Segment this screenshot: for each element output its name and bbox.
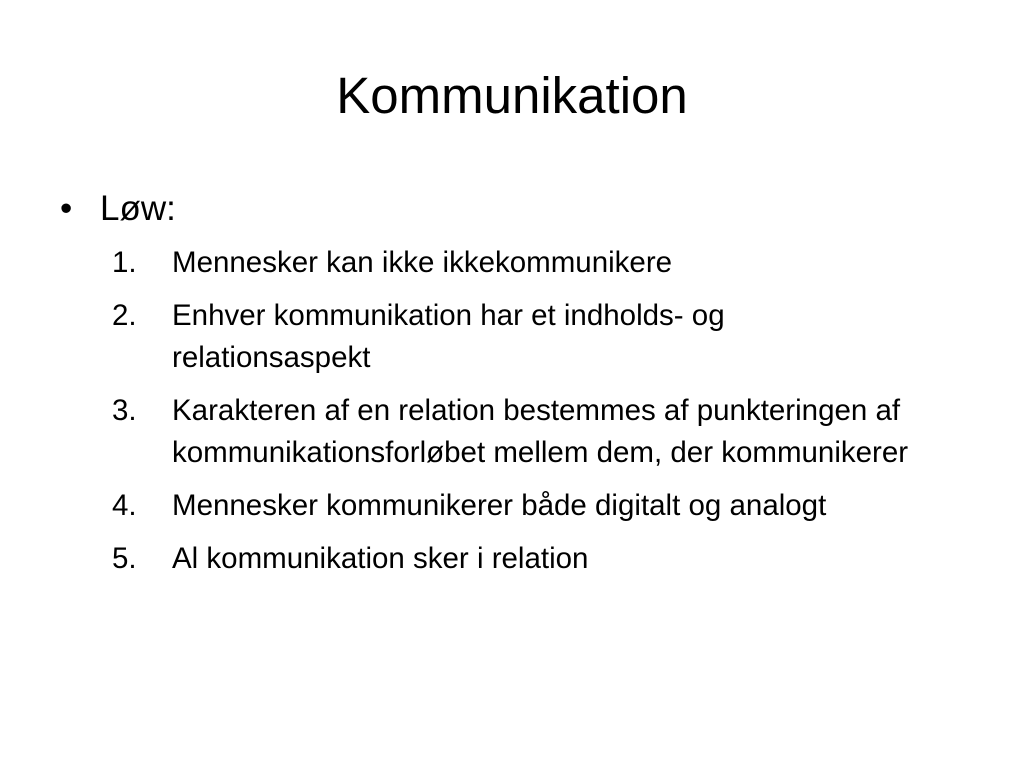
list-item-number: 2. <box>112 299 137 332</box>
bullet-marker: • <box>60 189 73 228</box>
slide-title: Kommunikation <box>336 67 688 124</box>
list-item-number: 4. <box>112 489 137 522</box>
list-item-number: 1. <box>112 246 137 279</box>
numbered-list <box>112 242 912 591</box>
list-item <box>112 295 912 379</box>
list-item-text: Mennesker kommunikerer både digitalt og analogt <box>172 489 827 522</box>
list-item <box>112 242 912 284</box>
list-item-text: Enhver kommunikation har et indholds- og relationsaspekt <box>172 299 725 374</box>
list-item-text: Mennesker kan ikke ikkekommunikere <box>172 246 673 279</box>
list-item-text: Karakteren af en relation bestemmes af punkteringen af kommunikationsforløbet mellem dem, der kommunikerer <box>172 394 909 469</box>
list-item <box>112 390 912 474</box>
list-item <box>112 485 912 527</box>
list-item <box>112 538 912 580</box>
list-item-number: 5. <box>112 542 137 575</box>
bullet-label: Løw: <box>100 189 176 228</box>
list-item-text: Al kommunikation sker i relation <box>172 542 589 575</box>
bullet-item-low <box>60 186 176 232</box>
list-item-number: 3. <box>112 394 137 427</box>
